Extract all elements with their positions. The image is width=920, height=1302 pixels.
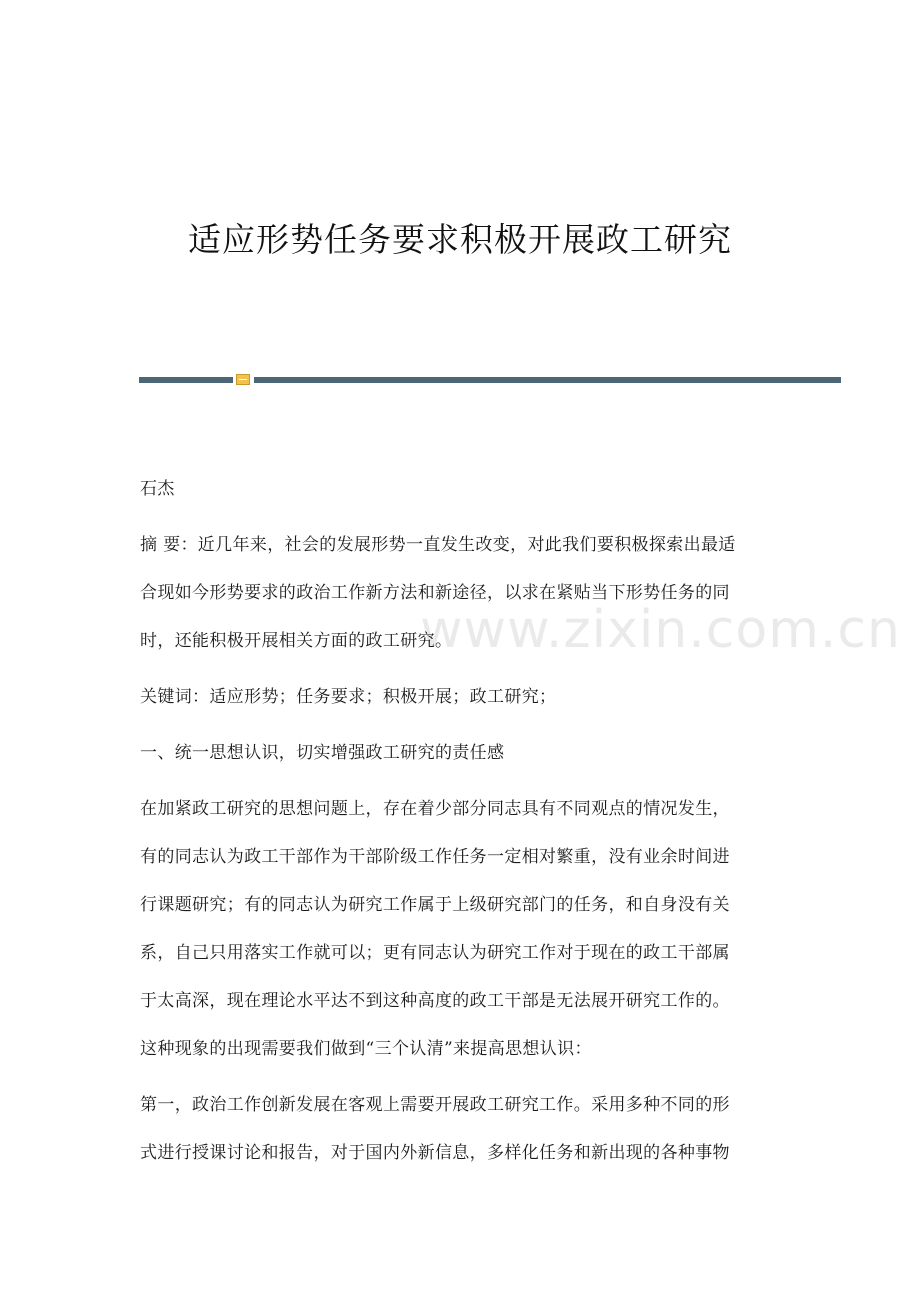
divider-bar-right	[254, 377, 841, 383]
divider-badge-icon	[236, 374, 250, 385]
divider-bar-left	[139, 377, 233, 383]
body-line: 第一，政治工作创新发展在客观上需要开展政工研究工作。采用多种不同的形	[140, 1095, 730, 1115]
body-line: 在加紧政工研究的思想问题上，存在着少部分同志具有不同观点的情况发生，	[140, 799, 730, 819]
watermark: www.zixin.com.cn	[420, 600, 901, 660]
author-name: 石杰	[140, 479, 175, 499]
body-line: 式进行授课讨论和报告，对于国内外新信息，多样化任务和新出现的各种事物	[140, 1143, 730, 1163]
abstract-line: 时，还能积极开展相关方面的政工研究。	[140, 631, 453, 651]
document-title: 适应形势任务要求积极开展政工研究	[188, 220, 732, 259]
title-divider	[139, 374, 841, 386]
abstract-line: 摘 要：近几年来，社会的发展形势一直发生改变，对此我们要积极探索出最适	[140, 535, 736, 555]
body-line: 于太高深，现在理论水平达不到这种高度的政工干部是无法展开研究工作的。	[140, 991, 730, 1011]
abstract-line: 合现如今形势要求的政治工作新方法和新途径，以求在紧贴当下形势任务的同	[140, 583, 730, 603]
body-line: 这种现象的出现需要我们做到“三个认清”来提高思想认识：	[140, 1039, 592, 1059]
body-line: 系，自己只用落实工作就可以；更有同志认为研究工作对于现在的政工干部属	[140, 943, 730, 963]
body-line: 有的同志认为政工干部作为干部阶级工作任务一定相对繁重，没有业余时间进	[140, 847, 730, 867]
body-line: 行课题研究；有的同志认为研究工作属于上级研究部门的任务，和自身没有关	[140, 895, 730, 915]
keywords-line: 关键词：适应形势；任务要求；积极开展；政工研究；	[140, 687, 557, 707]
section-heading: 一、统一思想认识，切实增强政工研究的责任感	[140, 743, 505, 763]
